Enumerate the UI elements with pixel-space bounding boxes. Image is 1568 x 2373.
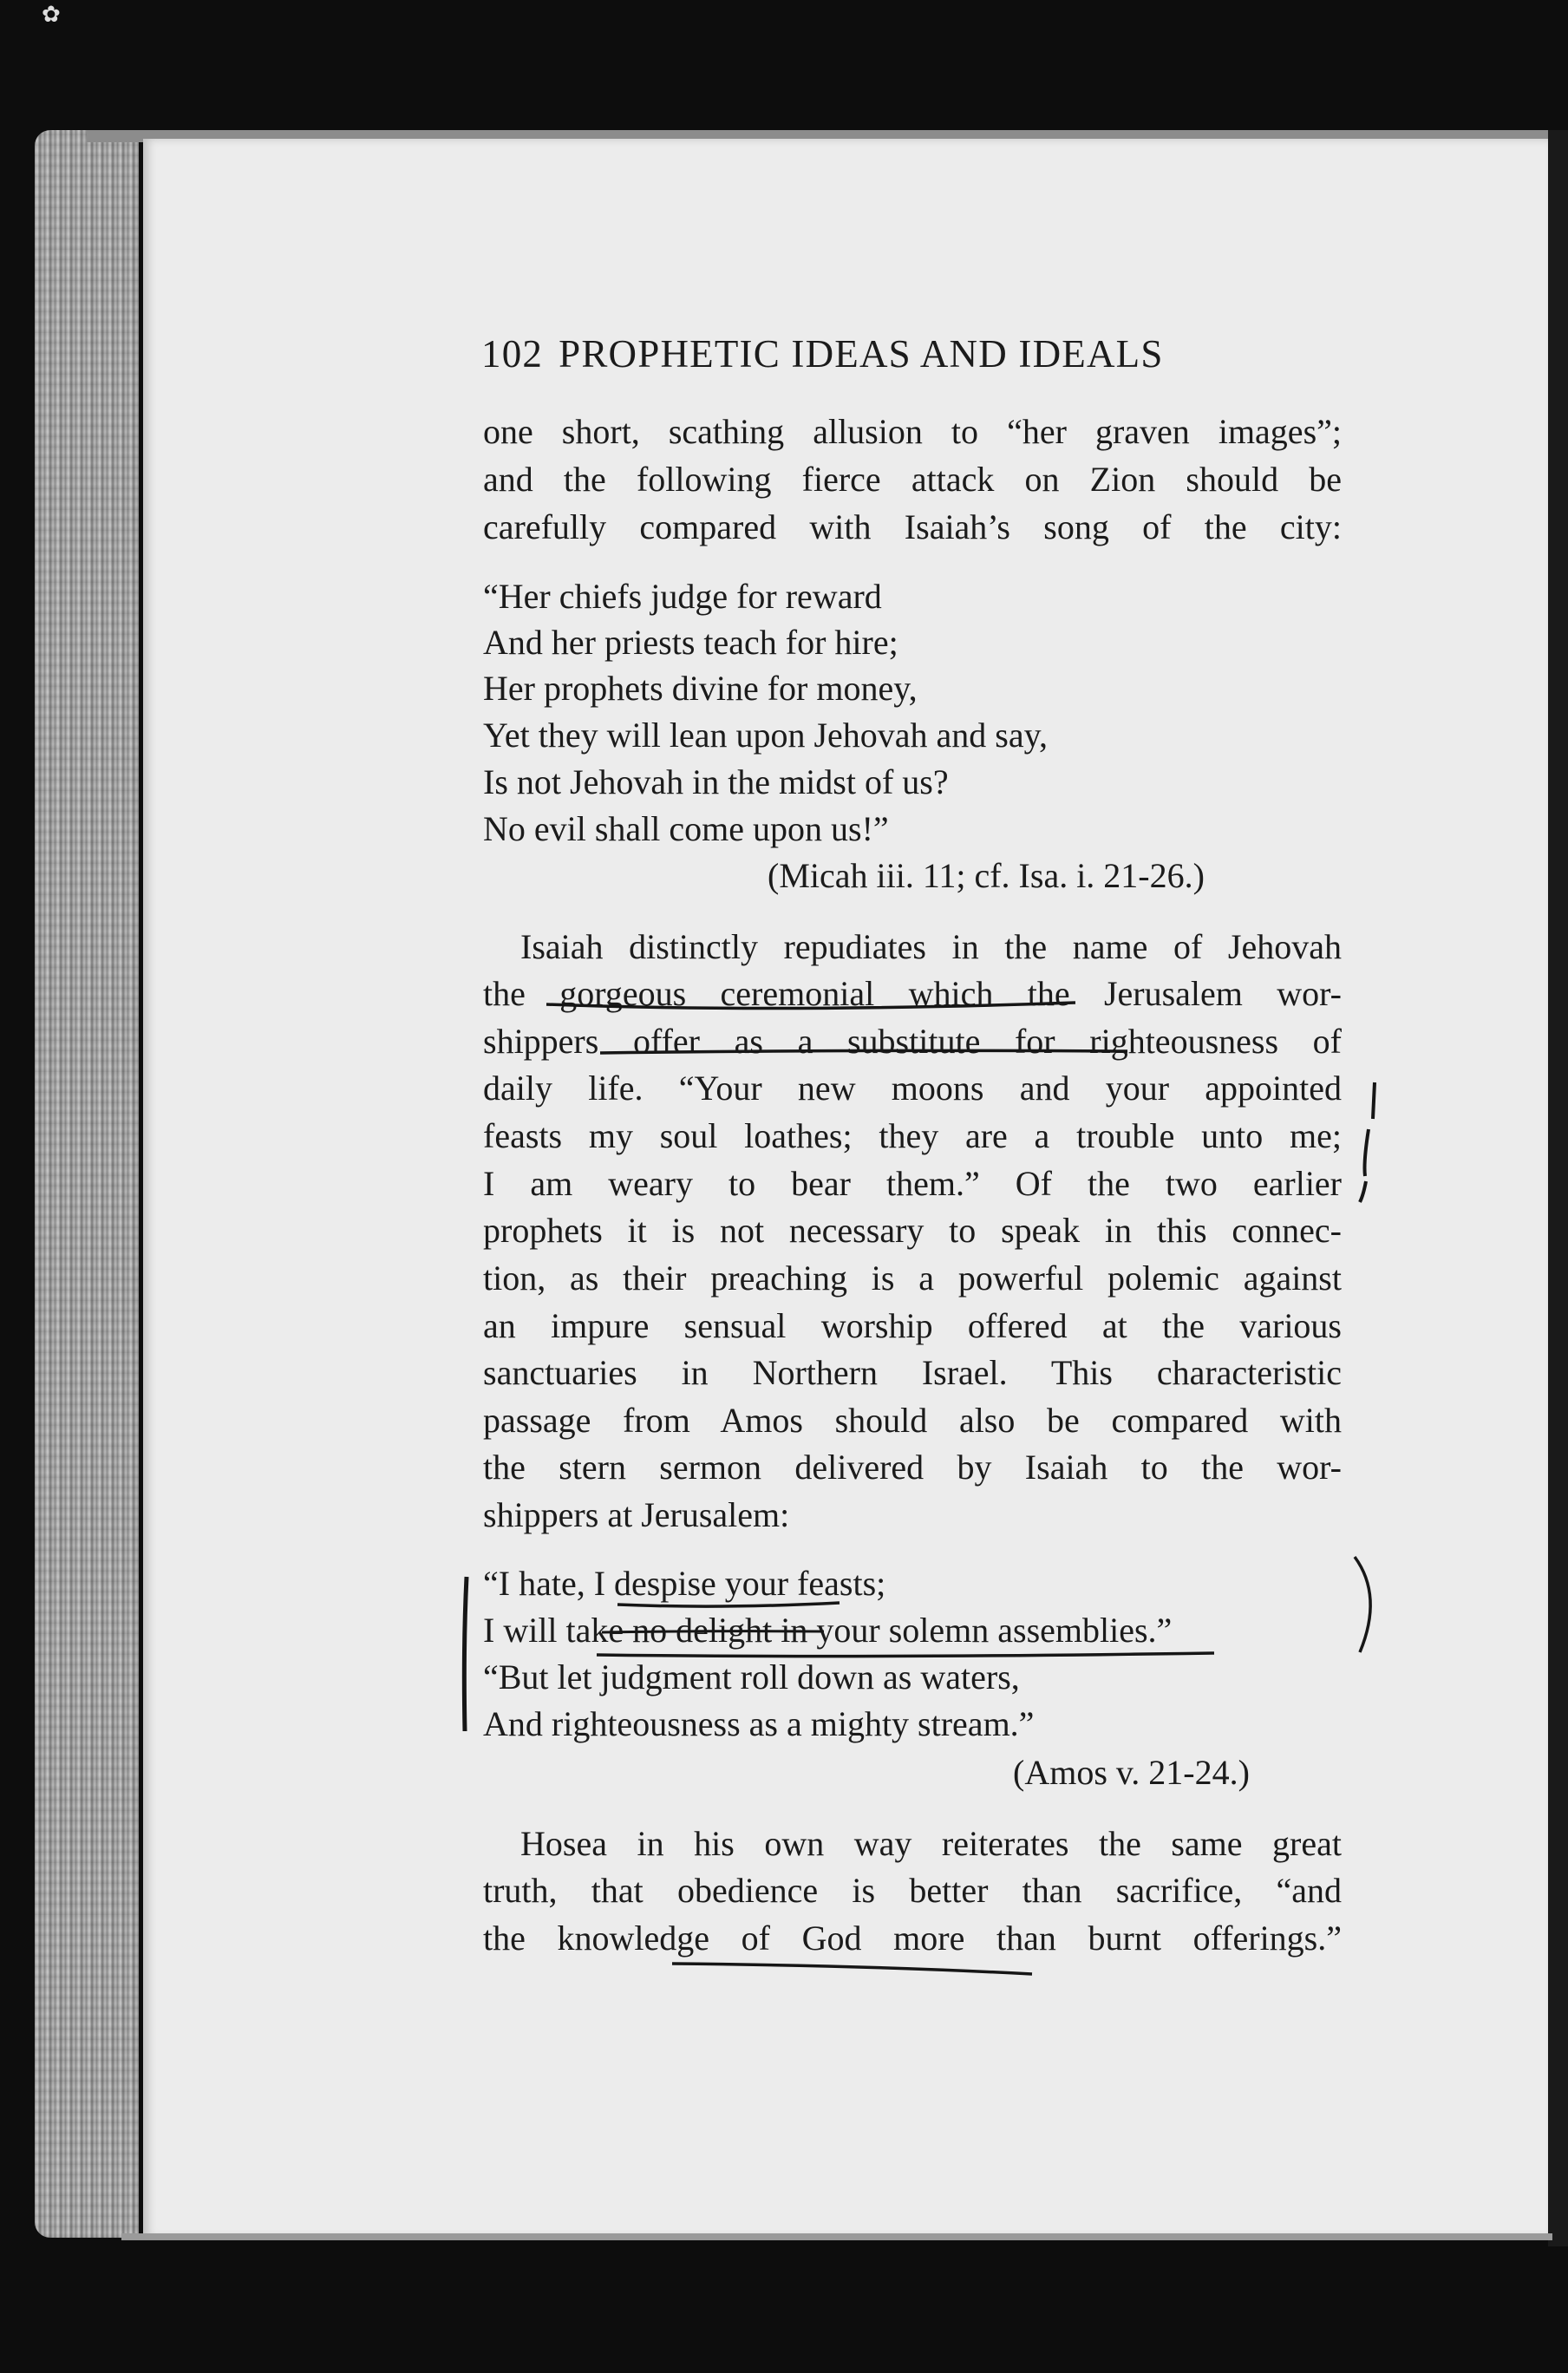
verse2-line: And righteousness as a mighty stream.”	[483, 1704, 1035, 1743]
para3-line: truth, that obedience is better than sacrifice, “and	[483, 1871, 1342, 1910]
para2-line: an impure sensual worship offered at the various	[483, 1306, 1342, 1345]
verse2-line: “I hate, I despise your feasts;	[483, 1564, 886, 1603]
page-right-shadow	[1548, 130, 1568, 2246]
verse2-line: I will take no delight in your solemn assemblies.”	[483, 1611, 1173, 1650]
running-title: PROPHETIC IDEAS AND IDEALS	[559, 332, 1164, 376]
page-bottom-edge	[121, 2233, 1552, 2240]
para2-line: passage from Amos should also be compared with	[483, 1401, 1342, 1440]
para3-line: the knowledge of God more than burnt offerings.”	[483, 1919, 1342, 1958]
para1-line: one short, scathing allusion to “her graven images”;	[483, 412, 1342, 451]
para2-line: I am weary to bear them.” Of the two earlier	[483, 1164, 1342, 1203]
para2-line: Isaiah distinctly repudiates in the name of Jehovah	[520, 927, 1342, 966]
verse1-line: No evil shall come upon us!”	[483, 809, 889, 848]
para3-line: Hosea in his own way reiterates the same great	[520, 1824, 1342, 1863]
citation-amos: (Amos v. 21-24.)	[1013, 1753, 1250, 1792]
corner-ornament: ✿	[42, 2, 61, 27]
verse1-line: Yet they will lean upon Jehovah and say,	[483, 716, 1049, 755]
para2-line: shippers at Jerusalem:	[483, 1495, 790, 1534]
verse2-line: “But let judgment roll down as waters,	[483, 1657, 1020, 1696]
citation-micah: (Micah iii. 11; cf. Isa. i. 21-26.)	[768, 856, 1205, 895]
para1-line: and the following fierce attack on Zion should be	[483, 460, 1342, 499]
para2-line: shippers offer as a substitute for righteousness of	[483, 1022, 1342, 1061]
page-edges-stack	[35, 130, 139, 2238]
para2-line: daily life. “Your new moons and your appointed	[483, 1069, 1342, 1108]
running-header	[481, 331, 1164, 376]
verse1-line: Is not Jehovah in the midst of us?	[483, 762, 949, 801]
para2-line: tion, as their preaching is a powerful polemic against	[483, 1258, 1342, 1298]
para2-line: the gorgeous ceremonial which the Jerusalem wor-	[483, 974, 1342, 1013]
verse1-line: And her priests teach for hire;	[483, 623, 898, 662]
para2-line: prophets it is not necessary to speak in this connec-	[483, 1211, 1342, 1250]
para2-line: the stern sermon delivered by Isaiah to the wor-	[483, 1448, 1342, 1487]
para1-line: carefully compared with Isaiah’s song of the city:	[483, 507, 1342, 546]
verse1-line: “Her chiefs judge for reward	[483, 577, 882, 616]
verse1-line: Her prophets divine for money,	[483, 669, 918, 708]
para2-line: feasts my soul loathes; they are a trouble unto me;	[483, 1116, 1342, 1155]
para2-line: sanctuaries in Northern Israel. This characteristic	[483, 1353, 1342, 1392]
page-number: 102	[481, 332, 544, 376]
